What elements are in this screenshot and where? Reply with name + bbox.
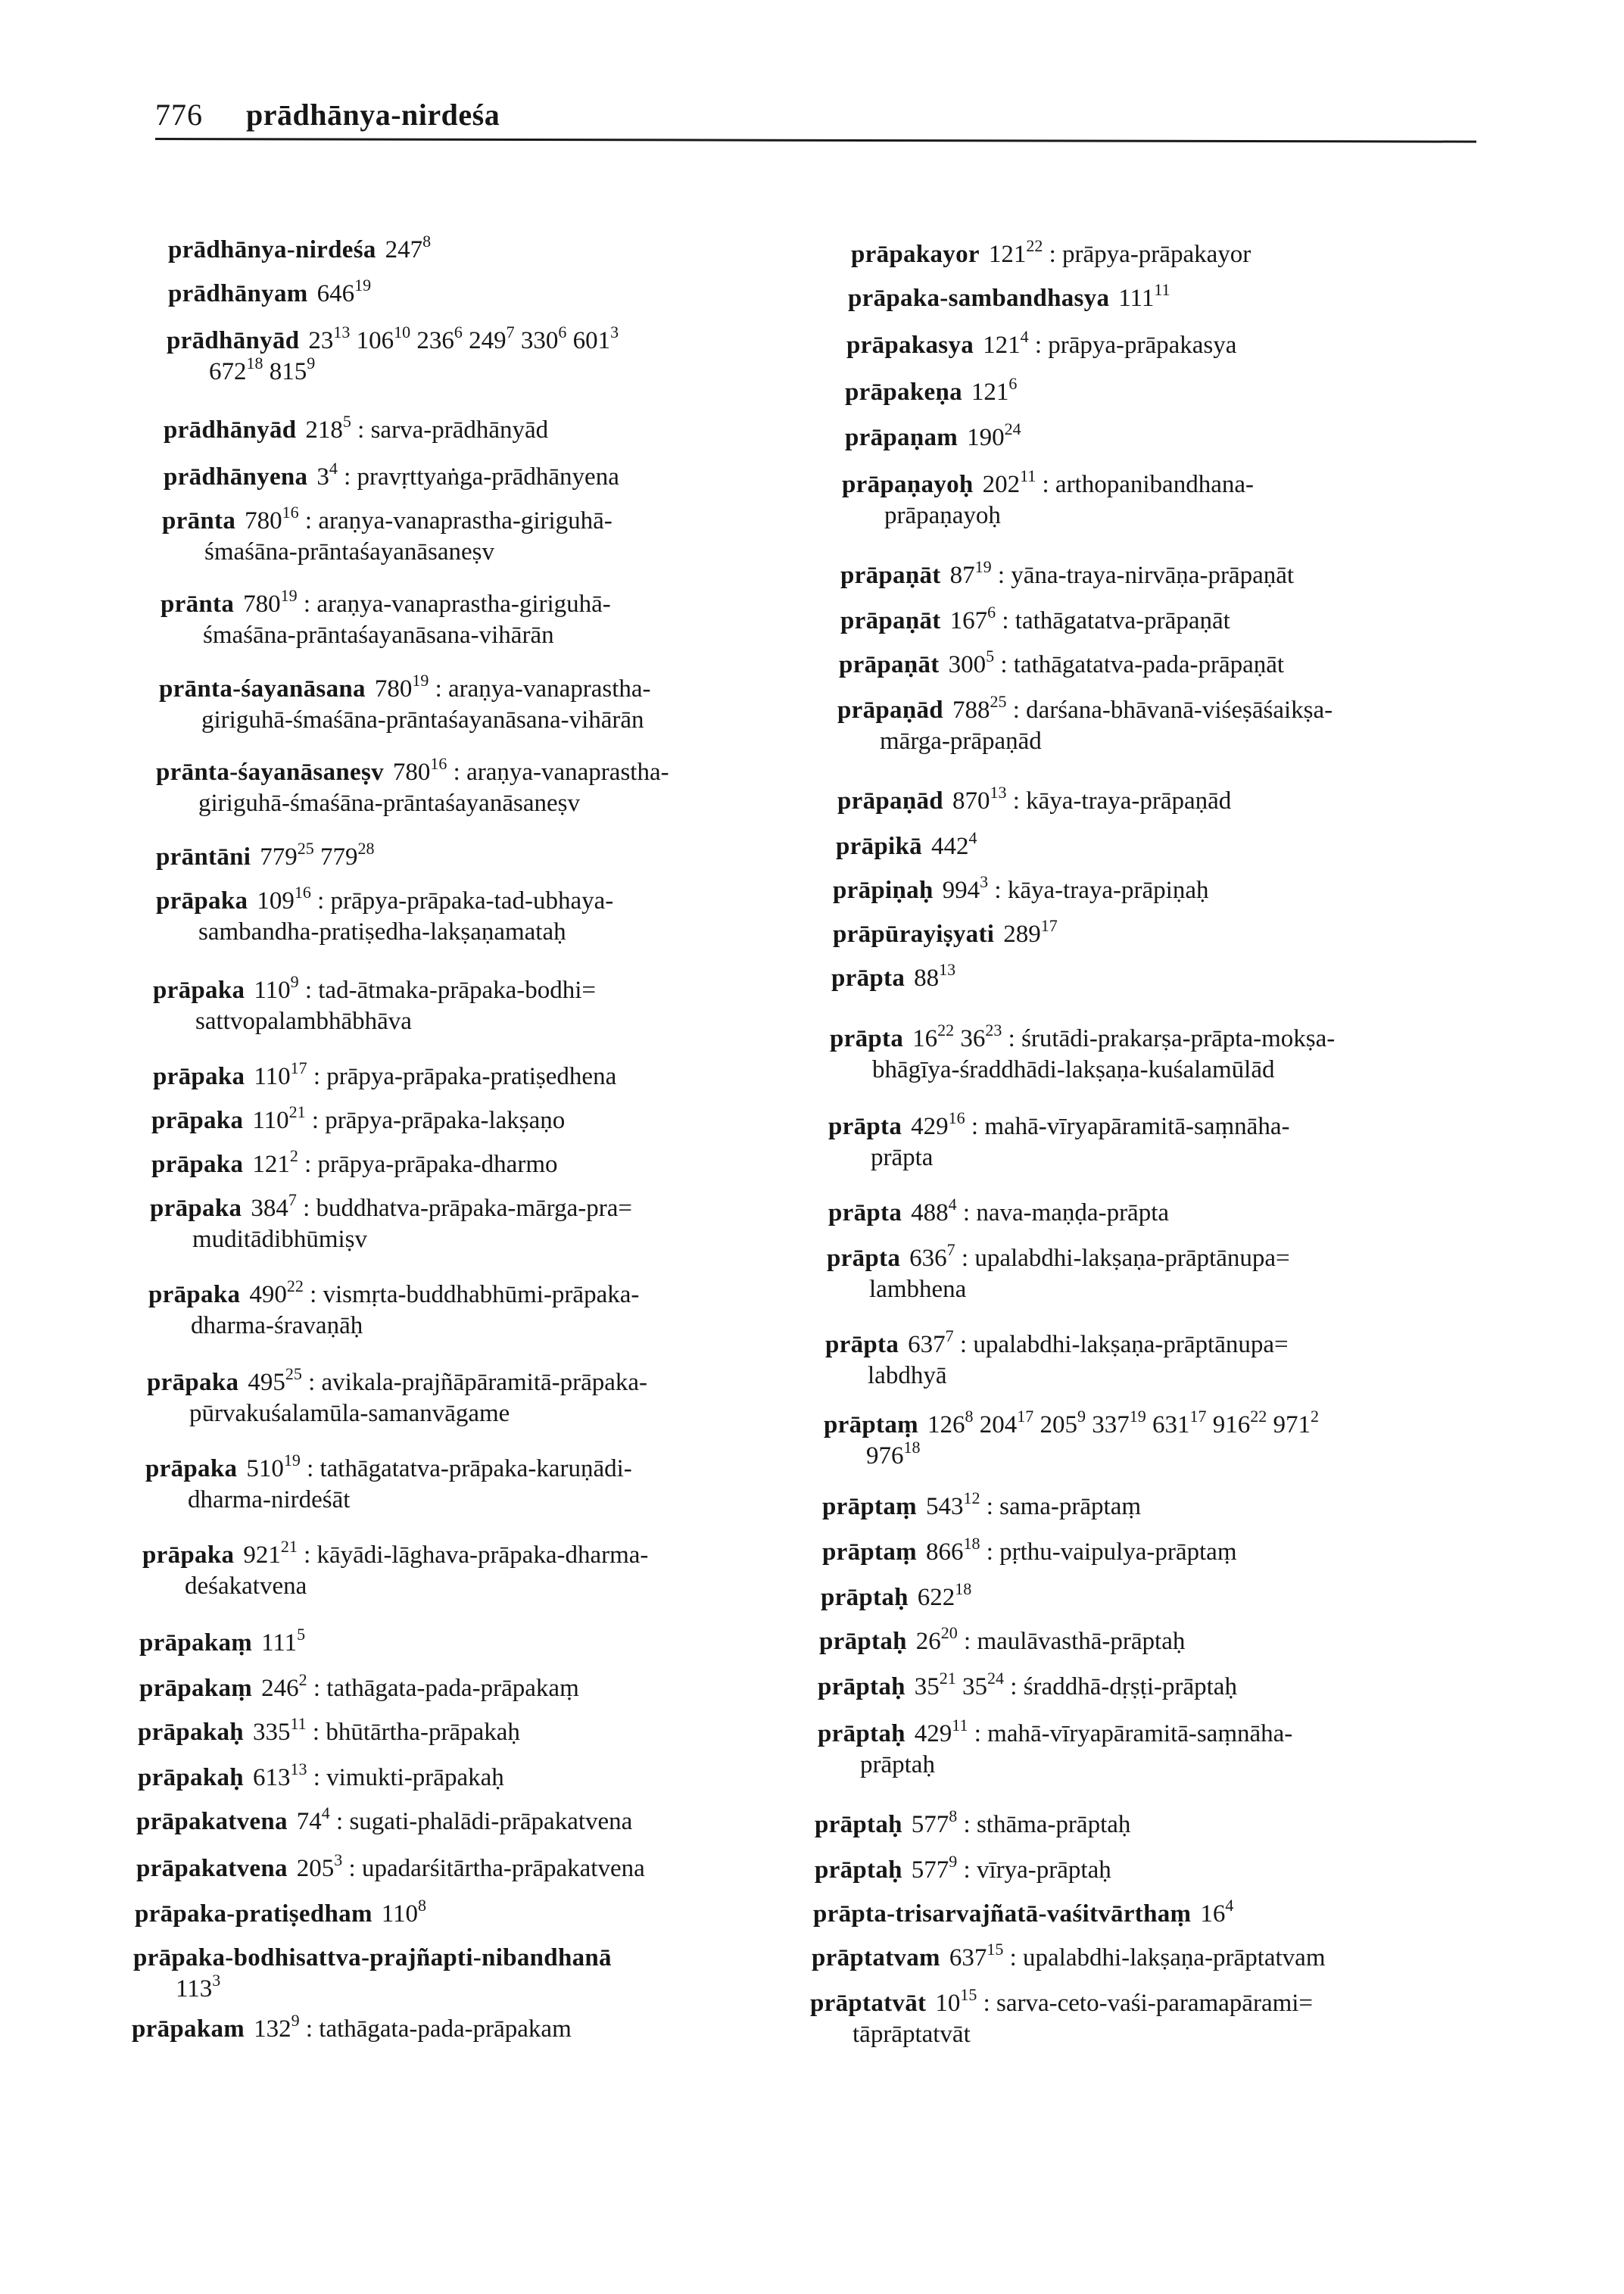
index-entry xyxy=(148,1276,640,1342)
index-entry xyxy=(147,1364,648,1429)
gloss-separator: : xyxy=(300,1455,320,1482)
entry-references: $788^{25}$ xyxy=(952,692,1007,724)
gloss-separator: : xyxy=(429,675,448,703)
entry-gloss: sugati-phalādi-prāpakatvena xyxy=(349,1808,633,1835)
entry-continuation: śmaśāna-prāntaśayanāsaneṣv xyxy=(204,538,494,566)
gloss-separator: : xyxy=(306,1719,326,1746)
entry-references: $132^9$ xyxy=(254,2011,300,2043)
entry-references: $202^{11}$ xyxy=(982,466,1036,498)
index-entry xyxy=(136,1850,645,1884)
entry-continuation: pūrvakuśalamūla-samanvāgame xyxy=(189,1400,510,1427)
entry-gloss: nava-maṇḍa-prāpta xyxy=(976,1199,1170,1226)
index-entry xyxy=(833,916,1058,950)
entry-references: $510^{19}$ xyxy=(246,1451,301,1482)
gloss-separator: : xyxy=(1036,471,1055,498)
gloss-separator: : xyxy=(955,1245,975,1272)
entry-references: $16^4$ xyxy=(1200,1896,1234,1928)
entry-references: $87^{19}$ xyxy=(949,557,992,589)
entry-headword: prāpiṇaḥ xyxy=(833,877,934,904)
entry-headword: prāpakatvena xyxy=(136,1855,288,1882)
entry-continuation: $976^{18}$ xyxy=(866,1438,921,1470)
index-entry xyxy=(161,586,611,651)
entry-headword: prāpakeṇa xyxy=(845,379,962,406)
index-entry xyxy=(828,1195,1170,1229)
gloss-separator: : xyxy=(1004,1673,1024,1700)
entry-headword: prāptaṃ xyxy=(824,1411,918,1438)
entry-references: $870^{13}$ xyxy=(952,783,1007,815)
entry-gloss: sama-prāptaṃ xyxy=(999,1493,1142,1520)
entry-references: $111^{11}$ xyxy=(1118,280,1170,312)
entry-headword: prāpaṇāt xyxy=(840,607,941,634)
entry-references: $35^{21}$ $35^{24}$ xyxy=(914,1669,1005,1700)
entry-headword: prāpta xyxy=(828,1113,902,1140)
index-entry xyxy=(840,557,1295,591)
index-entry xyxy=(812,1940,1326,1974)
entry-headword: prādhānyād xyxy=(167,327,300,354)
index-entry xyxy=(839,647,1285,681)
gloss-separator: : xyxy=(337,463,357,491)
entry-continuation: bhāgīya-śraddhādi-lakṣaṇa-kuśalamūlād xyxy=(872,1056,1275,1083)
entry-gloss: tathāgatatva-pada-prāpaṇāt xyxy=(1013,651,1285,678)
gloss-separator: : xyxy=(991,562,1011,589)
entry-gloss: tathāgata-pada-prāpakam xyxy=(319,2015,572,2043)
entry-headword: prādhānya-nirdeśa xyxy=(168,236,376,263)
entry-headword: prāpaka xyxy=(153,977,245,1004)
entry-references: $384^7$ xyxy=(251,1190,297,1222)
entry-continuation: sambandha-pratiṣedha-lakṣaṇamataḥ xyxy=(198,918,566,946)
index-entry xyxy=(845,374,1018,408)
entry-references: $300^5$ xyxy=(948,647,995,678)
entry-gloss: araṇya-vanaprastha-giriguhā- xyxy=(316,591,611,618)
entry-gloss: prāpya-prāpakayor xyxy=(1062,241,1252,268)
index-entry xyxy=(830,1021,1336,1086)
entry-references: $111^5$ xyxy=(261,1625,306,1657)
entry-continuation: giriguhā-śmaśāna-prāntaśayanāsaneṣv xyxy=(198,790,580,817)
entry-gloss: avikala-prajñāpāramitā-prāpaka- xyxy=(321,1369,648,1396)
entry-continuation: śmaśāna-prāntaśayanāsana-vihārān xyxy=(203,622,554,649)
entry-gloss: yāna-traya-nirvāṇa-prāpaṇāt xyxy=(1011,562,1295,589)
entry-gloss: kāya-traya-prāpaṇād xyxy=(1026,787,1232,815)
index-entry xyxy=(822,1488,1142,1523)
entry-gloss: pravṛttyaṅga-prādhānyena xyxy=(357,463,619,491)
entry-headword: prāpakaṃ xyxy=(139,1629,253,1657)
index-entry xyxy=(813,1896,1234,1930)
entry-headword: prādhānyād xyxy=(164,416,297,444)
entry-references: $247^8$ xyxy=(385,232,432,263)
entry-references: $613^{13}$ xyxy=(252,1759,307,1791)
entry-headword: prāptaḥ xyxy=(815,1856,902,1884)
gloss-separator: : xyxy=(994,651,1014,678)
entry-references: $109^{16}$ xyxy=(257,883,311,915)
entry-references: $246^2$ xyxy=(261,1670,307,1702)
entry-headword: prānta-śayanāsaneṣv xyxy=(156,759,384,786)
gloss-separator: : xyxy=(351,416,371,444)
entry-headword: prāpaka xyxy=(153,1063,245,1090)
entry-continuation: prāptaḥ xyxy=(860,1751,935,1778)
index-entry xyxy=(824,1407,1319,1472)
index-entry xyxy=(821,1579,972,1613)
index-entry xyxy=(828,1108,1290,1173)
gloss-separator: : xyxy=(298,1151,318,1178)
entry-continuation: prāpaṇayoḥ xyxy=(884,502,1001,529)
entry-references: $10^{15}$ xyxy=(935,1985,977,2017)
gloss-separator: : xyxy=(301,1369,322,1396)
gloss-separator: : xyxy=(447,759,467,786)
entry-gloss: prāpya-prāpaka-lakṣaṇo xyxy=(325,1107,566,1134)
gloss-separator: : xyxy=(307,1764,327,1791)
gloss-separator: : xyxy=(965,1113,985,1140)
index-entry xyxy=(150,1190,632,1255)
entry-references: $205^3$ xyxy=(296,1850,343,1882)
entry-headword: prāptaḥ xyxy=(821,1584,909,1611)
index-entry xyxy=(837,692,1333,757)
entry-continuation: tāprāptatvāt xyxy=(853,2021,971,2048)
entry-references: $121^2$ xyxy=(252,1146,298,1178)
entry-gloss: kāyādi-lāghava-prāpaka-dharma- xyxy=(316,1541,649,1569)
entry-references: $218^5$ xyxy=(305,412,351,444)
entry-headword: prāpaka xyxy=(151,1107,244,1134)
entry-references: $121^4$ xyxy=(983,327,1029,359)
entry-continuation: sattvopalambhābhāva xyxy=(195,1008,412,1035)
entry-headword: prānta xyxy=(162,507,236,535)
entry-headword: prāpakam xyxy=(132,2015,245,2043)
index-entry xyxy=(840,603,1230,637)
entry-headword: prāpaka-bodhisattva-prajñapti-nibandhanā xyxy=(133,1944,612,1971)
entry-headword: prāpta xyxy=(830,1025,904,1052)
entry-headword: prāpaka xyxy=(147,1369,239,1396)
entry-gloss: pṛthu-vaipulya-prāptaṃ xyxy=(999,1538,1237,1566)
entry-headword: prāptaṃ xyxy=(822,1538,917,1566)
entry-continuation: dharma-śravaṇāḥ xyxy=(191,1312,363,1339)
gloss-separator: : xyxy=(297,591,317,618)
entry-headword: prāpaka xyxy=(150,1195,242,1222)
gloss-separator: : xyxy=(303,1281,323,1308)
index-entry xyxy=(153,1058,617,1092)
entry-headword: prāpaṇāt xyxy=(839,651,940,678)
gloss-separator: : xyxy=(1028,332,1049,359)
entry-headword: prāpaka-sambandhasya xyxy=(848,285,1110,312)
entry-continuation: labdhyā xyxy=(868,1362,947,1389)
gloss-separator: : xyxy=(956,1199,977,1226)
entry-references: $74^4$ xyxy=(296,1803,330,1835)
page-number: 776 xyxy=(155,98,203,132)
entry-headword: prāpakaḥ xyxy=(138,1719,244,1746)
entry-references: $577^8$ xyxy=(911,1806,958,1838)
entry-headword: prāpakasya xyxy=(846,332,974,359)
index-entry xyxy=(827,1240,1290,1305)
entry-headword: prānta xyxy=(161,591,235,618)
entry-gloss: vīrya-prāptaḥ xyxy=(976,1856,1111,1884)
entry-references: $429^{16}$ xyxy=(911,1108,965,1140)
entry-gloss: upadarśitārtha-prāpakatvena xyxy=(361,1855,645,1882)
index-entry xyxy=(837,783,1232,817)
entry-references: $110^8$ xyxy=(381,1896,427,1928)
entry-gloss: prāpya-prāpaka-tad-ubhaya- xyxy=(330,887,614,915)
entry-references: $3^4$ xyxy=(316,459,338,491)
index-entry xyxy=(139,1670,579,1704)
page-header xyxy=(155,97,1480,151)
entry-references: $994^3$ xyxy=(942,872,989,904)
gloss-separator: : xyxy=(296,1195,316,1222)
entry-references: $442^4$ xyxy=(930,828,977,860)
index-entry xyxy=(164,412,549,446)
gloss-separator: : xyxy=(297,1541,317,1569)
entry-headword: prāpaka xyxy=(148,1281,241,1308)
entry-headword: prāpta xyxy=(825,1331,899,1358)
entry-headword: prāpaka xyxy=(145,1455,238,1482)
entry-references: $121^6$ xyxy=(971,374,1018,406)
entry-gloss: sarva-ceto-vaśi-paramapārami= xyxy=(996,1990,1314,2017)
entry-references: $543^{12}$ xyxy=(925,1488,980,1520)
entry-continuation: prāpta xyxy=(871,1144,934,1171)
index-entry xyxy=(162,503,613,568)
gloss-separator: : xyxy=(310,887,331,915)
entry-gloss: tathāgata-pada-prāpakaṃ xyxy=(326,1675,579,1702)
gloss-separator: : xyxy=(980,1538,1000,1566)
entry-gloss: tathāgatatva-prāpaṇāt xyxy=(1015,607,1230,634)
entry-references: $622^{18}$ xyxy=(917,1579,972,1611)
entry-gloss: śraddhā-dṛṣṭi-prāptaḥ xyxy=(1023,1673,1237,1700)
entry-headword: prāpaṇād xyxy=(837,787,943,815)
entry-references: $16^{22}$ $36^{23}$ xyxy=(912,1021,1002,1052)
gloss-separator: : xyxy=(988,877,1008,904)
index-entry xyxy=(168,232,432,266)
gloss-separator: : xyxy=(1002,1025,1022,1052)
entry-headword: prāptaḥ xyxy=(819,1628,907,1655)
entry-headword: prāpta-trisarvajñatā-vaśitvārthaṃ xyxy=(813,1900,1192,1928)
entry-gloss: araṇya-vanaprastha- xyxy=(466,759,669,786)
index-entry xyxy=(815,1852,1111,1886)
entry-continuation: mārga-prāpaṇād xyxy=(880,728,1042,755)
gloss-separator: : xyxy=(299,2015,320,2043)
entry-references: $779^{25}$ $779^{28}$ xyxy=(260,839,375,871)
gloss-separator: : xyxy=(329,1808,350,1835)
index-entry xyxy=(810,1985,1314,2050)
entry-gloss: mahā-vīryapāramitā-saṃnāha- xyxy=(987,1720,1293,1747)
gloss-separator: : xyxy=(996,607,1015,634)
entry-references: $167^6$ xyxy=(949,603,996,634)
entry-gloss: arthopanibandhana- xyxy=(1055,471,1254,498)
gloss-separator: : xyxy=(957,1811,977,1838)
entry-continuation: muditādibhūmiṣv xyxy=(192,1226,367,1253)
index-entry xyxy=(138,1714,520,1748)
gloss-separator: : xyxy=(305,1107,326,1134)
entry-headword: prāptatvam xyxy=(812,1944,940,1971)
entry-references: $121^{22}$ xyxy=(988,236,1043,268)
entry-references: $637^{15}$ xyxy=(949,1940,1004,1971)
entry-headword: prādhānyena xyxy=(164,463,308,491)
entry-gloss: darśana-bhāvanā-viśeṣāśaikṣa- xyxy=(1026,697,1333,724)
gloss-separator: : xyxy=(1043,241,1063,268)
entry-references: $23^{13}$ $106^{10}$ $236^6$ $249^7$ $330^6$ $601^3$ xyxy=(308,323,619,354)
entry-references: $921^{21}$ xyxy=(243,1537,298,1569)
entry-gloss: mahā-vīryapāramitā-saṃnāha- xyxy=(984,1113,1290,1140)
entry-headword: prāpūrayiṣyati xyxy=(833,921,995,948)
entry-gloss: upalabdhi-lakṣaṇa-prāptatvam xyxy=(1023,1944,1326,1971)
index-entry xyxy=(831,960,956,994)
entry-headword: prāptaḥ xyxy=(815,1811,902,1838)
entry-headword: prāptaḥ xyxy=(818,1720,906,1747)
index-entry xyxy=(851,236,1252,270)
entry-references: $780^{16}$ xyxy=(245,503,299,535)
entry-continuation: $113^3$ xyxy=(176,1971,221,2003)
index-entry xyxy=(164,459,619,493)
index-entry xyxy=(156,883,614,948)
gloss-separator: : xyxy=(953,1331,974,1358)
index-entry xyxy=(151,1146,558,1180)
gloss-separator: : xyxy=(307,1063,327,1090)
gloss-separator: : xyxy=(957,1628,977,1655)
index-entry xyxy=(145,1451,632,1516)
index-entry xyxy=(135,1896,427,1930)
entry-continuation: deśakatvena xyxy=(185,1572,307,1600)
entry-references: $126^8$ $204^{17}$ $205^9$ $337^{19}$ $631^{17}$ $916^{22}$ $971^2$ xyxy=(927,1407,1319,1438)
entry-headword: prāpaka xyxy=(151,1151,244,1178)
entry-headword: prāpaṇam xyxy=(845,424,959,451)
entry-references: $88^{13}$ xyxy=(914,960,956,992)
index-entry xyxy=(818,1716,1293,1781)
entry-headword: prāpaka-pratiṣedham xyxy=(135,1900,372,1928)
entry-references: $110^{17}$ xyxy=(254,1058,307,1090)
running-title: prādhānya-nirdeśa xyxy=(246,98,500,132)
entry-headword: prāpta xyxy=(828,1199,902,1226)
entry-headword: prāptaḥ xyxy=(818,1673,906,1700)
entry-references: $335^{11}$ xyxy=(252,1714,307,1746)
entry-gloss: upalabdhi-lakṣaṇa-prāptānupa= xyxy=(973,1331,1289,1358)
entry-references: $495^{25}$ xyxy=(248,1364,302,1396)
gloss-separator: : xyxy=(1006,697,1027,724)
entry-gloss: śrutādi-prakarṣa-prāpta-mokṣa- xyxy=(1021,1025,1336,1052)
entry-gloss: kāya-traya-prāpiṇaḥ xyxy=(1007,877,1209,904)
entry-gloss: buddhatva-prāpaka-mārga-pra= xyxy=(316,1195,632,1222)
entry-continuation: $672^{18}$ $815^9$ xyxy=(209,354,316,385)
index-entry xyxy=(142,1537,649,1602)
gloss-separator: : xyxy=(1003,1944,1023,1971)
entry-headword: prāpaka xyxy=(156,887,248,915)
entry-references: $646^{19}$ xyxy=(316,276,372,307)
index-entry xyxy=(167,323,619,388)
entry-headword: prānta-śayanāsana xyxy=(159,675,366,703)
entry-headword: prāpaṇāt xyxy=(840,562,941,589)
entry-references: $289^{17}$ xyxy=(1003,916,1058,948)
index-entry xyxy=(156,839,375,873)
entry-headword: prāpakayor xyxy=(851,241,980,268)
gloss-separator: : xyxy=(977,1990,996,2017)
entry-references: $780^{19}$ xyxy=(374,671,429,703)
entry-headword: prāptatvāt xyxy=(810,1990,927,2017)
index-entry xyxy=(159,671,651,736)
index-entry xyxy=(153,972,597,1037)
entry-gloss: prāpya-prāpaka-pratiṣedhena xyxy=(326,1063,617,1090)
entry-references: $26^{20}$ xyxy=(915,1623,958,1655)
gloss-separator: : xyxy=(307,1675,327,1702)
entry-gloss: sthāma-prāptaḥ xyxy=(976,1811,1131,1838)
entry-references: $637^7$ xyxy=(908,1326,954,1358)
entry-gloss: araṇya-vanaprastha-giriguhā- xyxy=(318,507,613,535)
gloss-separator: : xyxy=(298,507,319,535)
entry-gloss: tad-ātmaka-prāpaka-bodhi= xyxy=(318,977,597,1004)
index-entry xyxy=(822,1534,1237,1568)
entry-gloss: araṇya-vanaprastha- xyxy=(448,675,651,703)
entry-references: $636^7$ xyxy=(909,1240,955,1272)
entry-headword: prāpaṇayoḥ xyxy=(842,471,974,498)
index-entry xyxy=(138,1759,504,1794)
entry-gloss: bhūtārtha-prāpakaḥ xyxy=(326,1719,520,1746)
gloss-separator: : xyxy=(957,1856,977,1884)
entry-continuation: giriguhā-śmaśāna-prāntaśayanāsana-vihārān xyxy=(201,706,644,734)
index-entry xyxy=(815,1806,1131,1840)
gloss-separator: : xyxy=(968,1720,988,1747)
entry-gloss: prāpya-prāpaka-dharmo xyxy=(317,1151,558,1178)
entry-references: $780^{19}$ xyxy=(243,586,298,618)
entry-headword: prāptaṃ xyxy=(822,1493,917,1520)
entry-references: $866^{18}$ xyxy=(925,1534,980,1566)
index-entry xyxy=(845,419,1021,454)
entry-references: $110^{21}$ xyxy=(252,1102,306,1134)
entry-headword: prāpaka xyxy=(142,1541,235,1569)
entry-references: $488^4$ xyxy=(911,1195,957,1226)
entry-gloss: maulāvasthā-prāptaḥ xyxy=(977,1628,1186,1655)
entry-gloss: tathāgatatva-prāpaka-karuṇādi- xyxy=(320,1455,632,1482)
index-entry xyxy=(836,828,977,862)
entry-headword: prāpakaṃ xyxy=(139,1675,253,1702)
entry-continuation: lambhena xyxy=(869,1276,967,1303)
entry-references: $577^9$ xyxy=(911,1852,958,1884)
index-entry xyxy=(842,466,1254,531)
gloss-separator: : xyxy=(980,1493,1000,1520)
entry-headword: prāpakaḥ xyxy=(138,1764,244,1791)
gloss-separator: : xyxy=(342,1855,362,1882)
entry-gloss: vimukti-prāpakaḥ xyxy=(326,1764,504,1791)
index-entry xyxy=(168,276,372,310)
entry-gloss: prāpya-prāpakasya xyxy=(1048,332,1237,359)
entry-gloss: vismṛta-buddhabhūmi-prāpaka- xyxy=(323,1281,640,1308)
entry-headword: prāpakatvena xyxy=(136,1808,288,1835)
index-entry xyxy=(139,1625,306,1659)
entry-gloss: sarva-prādhānyād xyxy=(370,416,549,444)
entry-headword: prāpta xyxy=(827,1245,901,1272)
entry-headword: prāpta xyxy=(831,965,906,992)
gloss-separator: : xyxy=(298,977,319,1004)
index-entry xyxy=(151,1102,566,1136)
index-entry xyxy=(825,1326,1289,1392)
gloss-separator: : xyxy=(1006,787,1027,815)
entry-references: $110^9$ xyxy=(254,972,299,1004)
index-entry xyxy=(833,872,1209,906)
index-entry xyxy=(136,1803,633,1837)
entry-references: $429^{11}$ xyxy=(914,1716,968,1747)
entry-headword: prāpaṇād xyxy=(837,697,943,724)
index-entry xyxy=(156,754,669,819)
entry-headword: prādhānyam xyxy=(168,280,308,307)
index-entry xyxy=(132,2011,572,2045)
index-entry xyxy=(818,1669,1237,1703)
index-entry xyxy=(846,327,1237,361)
entry-references: $490^{22}$ xyxy=(249,1276,304,1308)
entry-references: $780^{16}$ xyxy=(392,754,447,786)
index-entry xyxy=(848,280,1170,314)
entry-gloss: upalabdhi-lakṣaṇa-prāptānupa= xyxy=(974,1245,1290,1272)
entry-references: $190^{24}$ xyxy=(967,419,1021,451)
entry-headword: prāpikā xyxy=(836,833,922,860)
entry-headword: prāntāni xyxy=(156,843,251,871)
entry-continuation: dharma-nirdeśāt xyxy=(188,1486,351,1513)
index-entry xyxy=(133,1943,612,2005)
index-entry xyxy=(819,1623,1186,1657)
